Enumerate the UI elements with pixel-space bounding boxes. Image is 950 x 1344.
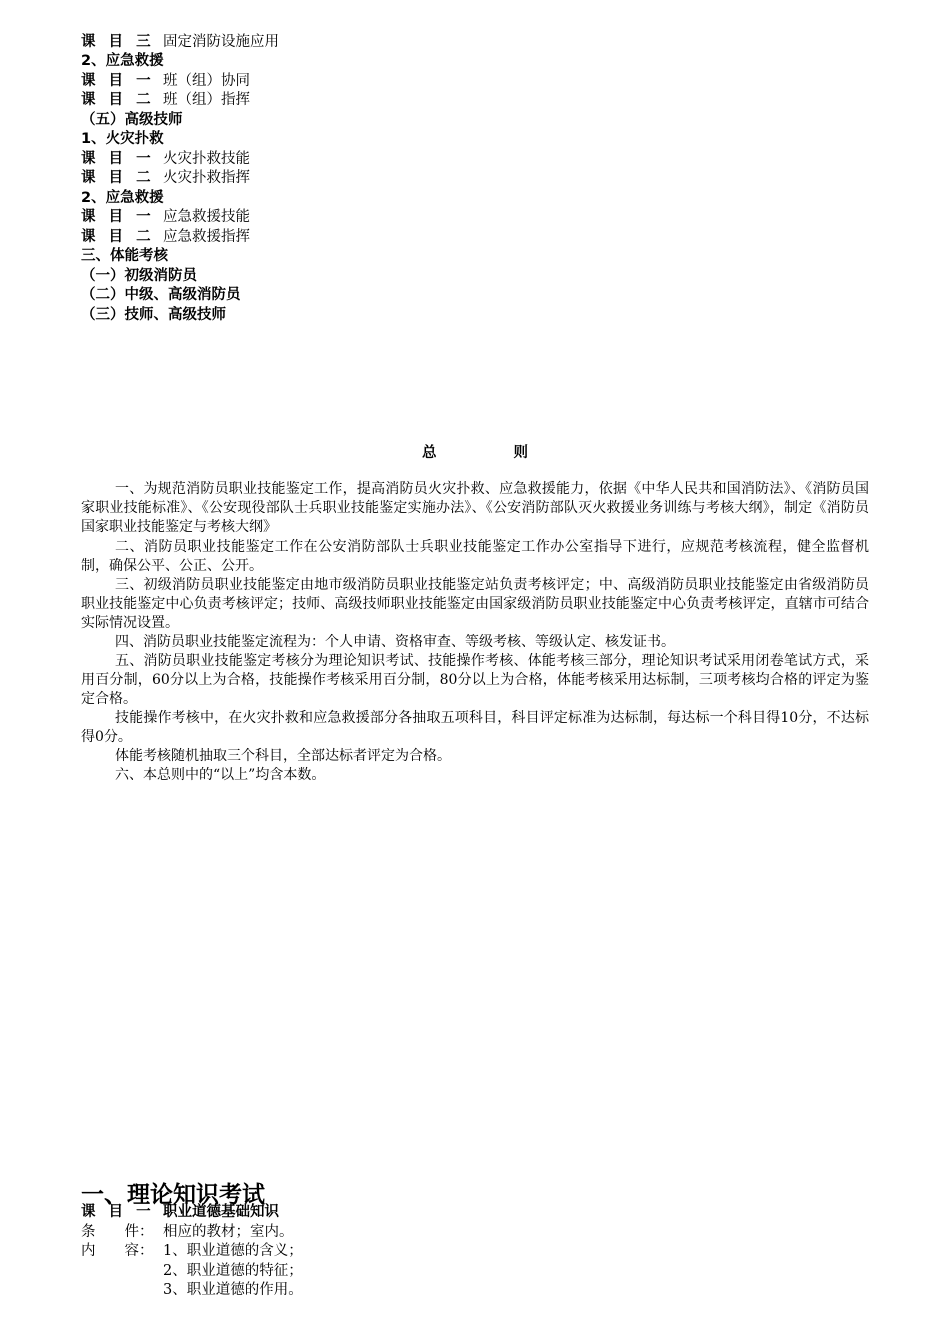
content-item: 3、职业道德的作用。 xyxy=(163,1282,303,1298)
general-paragraph: 一、为规范消防员职业技能鉴定工作，提高消防员火灾扑救、应急救援能力，依据《中华人民共和国消防法》、《消防员国家职业技能标准》、《公安现役部队士兵职业技能鉴定实施办法》、《公安消防部队灭火救援业务训练与考核大纲》，制定《消防员国家职业技能鉴定与考核大纲》 xyxy=(81,481,869,535)
general-paragraph: 五、消防员职业技能鉴定考核分为理论知识考试、技能操作考核、体能考核三部分，理论知识考试采用闭卷笔试方式，采用百分制，60分以上为合格，技能操作考核采用百分制，80分以上为合格，体能考核采用达标制，三项考核均合格的评定为鉴定合格。 xyxy=(81,653,869,707)
outline-heading: （三）技师、高级技师 xyxy=(81,307,226,323)
content-item: 2、职业道德的特征； xyxy=(163,1263,303,1279)
outline-heading: （五）高级技师 xyxy=(81,112,183,128)
outline-heading: 2、应急救援 xyxy=(81,190,164,206)
outline-heading: 1、火灾扑救 xyxy=(81,131,164,147)
condition-row: 条 件： 相应的教材；室内。 xyxy=(81,1224,294,1240)
general-title: 总 则 xyxy=(421,445,565,461)
outline-kemu: 课 目 一 应急救援技能 xyxy=(81,209,250,225)
outline-heading: （一）初级消防员 xyxy=(81,268,197,284)
outline-kemu: 课 目 二 班（组）指挥 xyxy=(81,92,250,108)
outline-heading: 三、体能考核 xyxy=(81,248,168,264)
outline-heading: 2、应急救援 xyxy=(81,53,164,69)
general-paragraph: 体能考核随机抽取三个科目，全部达标者评定为合格。 xyxy=(115,748,451,764)
outline-kemu: 课 目 一 火灾扑救技能 xyxy=(81,151,250,167)
general-paragraph: 六、本总则中的“以上”均含本数。 xyxy=(115,767,326,783)
outline-kemu: 课 目 二 应急救援指挥 xyxy=(81,229,250,245)
content-row: 内 容： 1、职业道德的含义； xyxy=(81,1243,303,1259)
general-paragraph: 三、初级消防员职业技能鉴定由地市级消防员职业技能鉴定站负责考核评定；中、高级消防员职业技能鉴定由省级消防员职业技能鉴定中心负责考核评定；技师、高级技师职业技能鉴定由国家级消防员职业技能鉴定中心负责考核评定，直辖市可结合实际情况设置。 xyxy=(81,577,869,631)
section-kemu: 课 目 一 职业道德基础知识 xyxy=(81,1204,279,1220)
outline-heading: （二）中级、高级消防员 xyxy=(81,287,241,303)
outline-kemu: 课 目 二 火灾扑救指挥 xyxy=(81,170,250,186)
outline-kemu: 课 目 三 固定消防设施应用 xyxy=(81,34,279,50)
general-paragraph: 四、消防员职业技能鉴定流程为：个人申请、资格审查、等级考核、等级认定、核发证书。 xyxy=(115,634,675,650)
section-heading: 一、理论知识考试 xyxy=(81,1182,265,1208)
outline-kemu: 课 目 一 班（组）协同 xyxy=(81,73,250,89)
general-paragraph: 二、消防员职业技能鉴定工作在公安消防部队士兵职业技能鉴定工作办公室指导下进行，应规范考核流程，健全监督机制，确保公平、公正、公开。 xyxy=(81,539,869,574)
general-paragraph: 技能操作考核中，在火灾扑救和应急救援部分各抽取五项科目，科目评定标准为达标制，每达标一个科目得10分，不达标得0分。 xyxy=(81,710,869,745)
